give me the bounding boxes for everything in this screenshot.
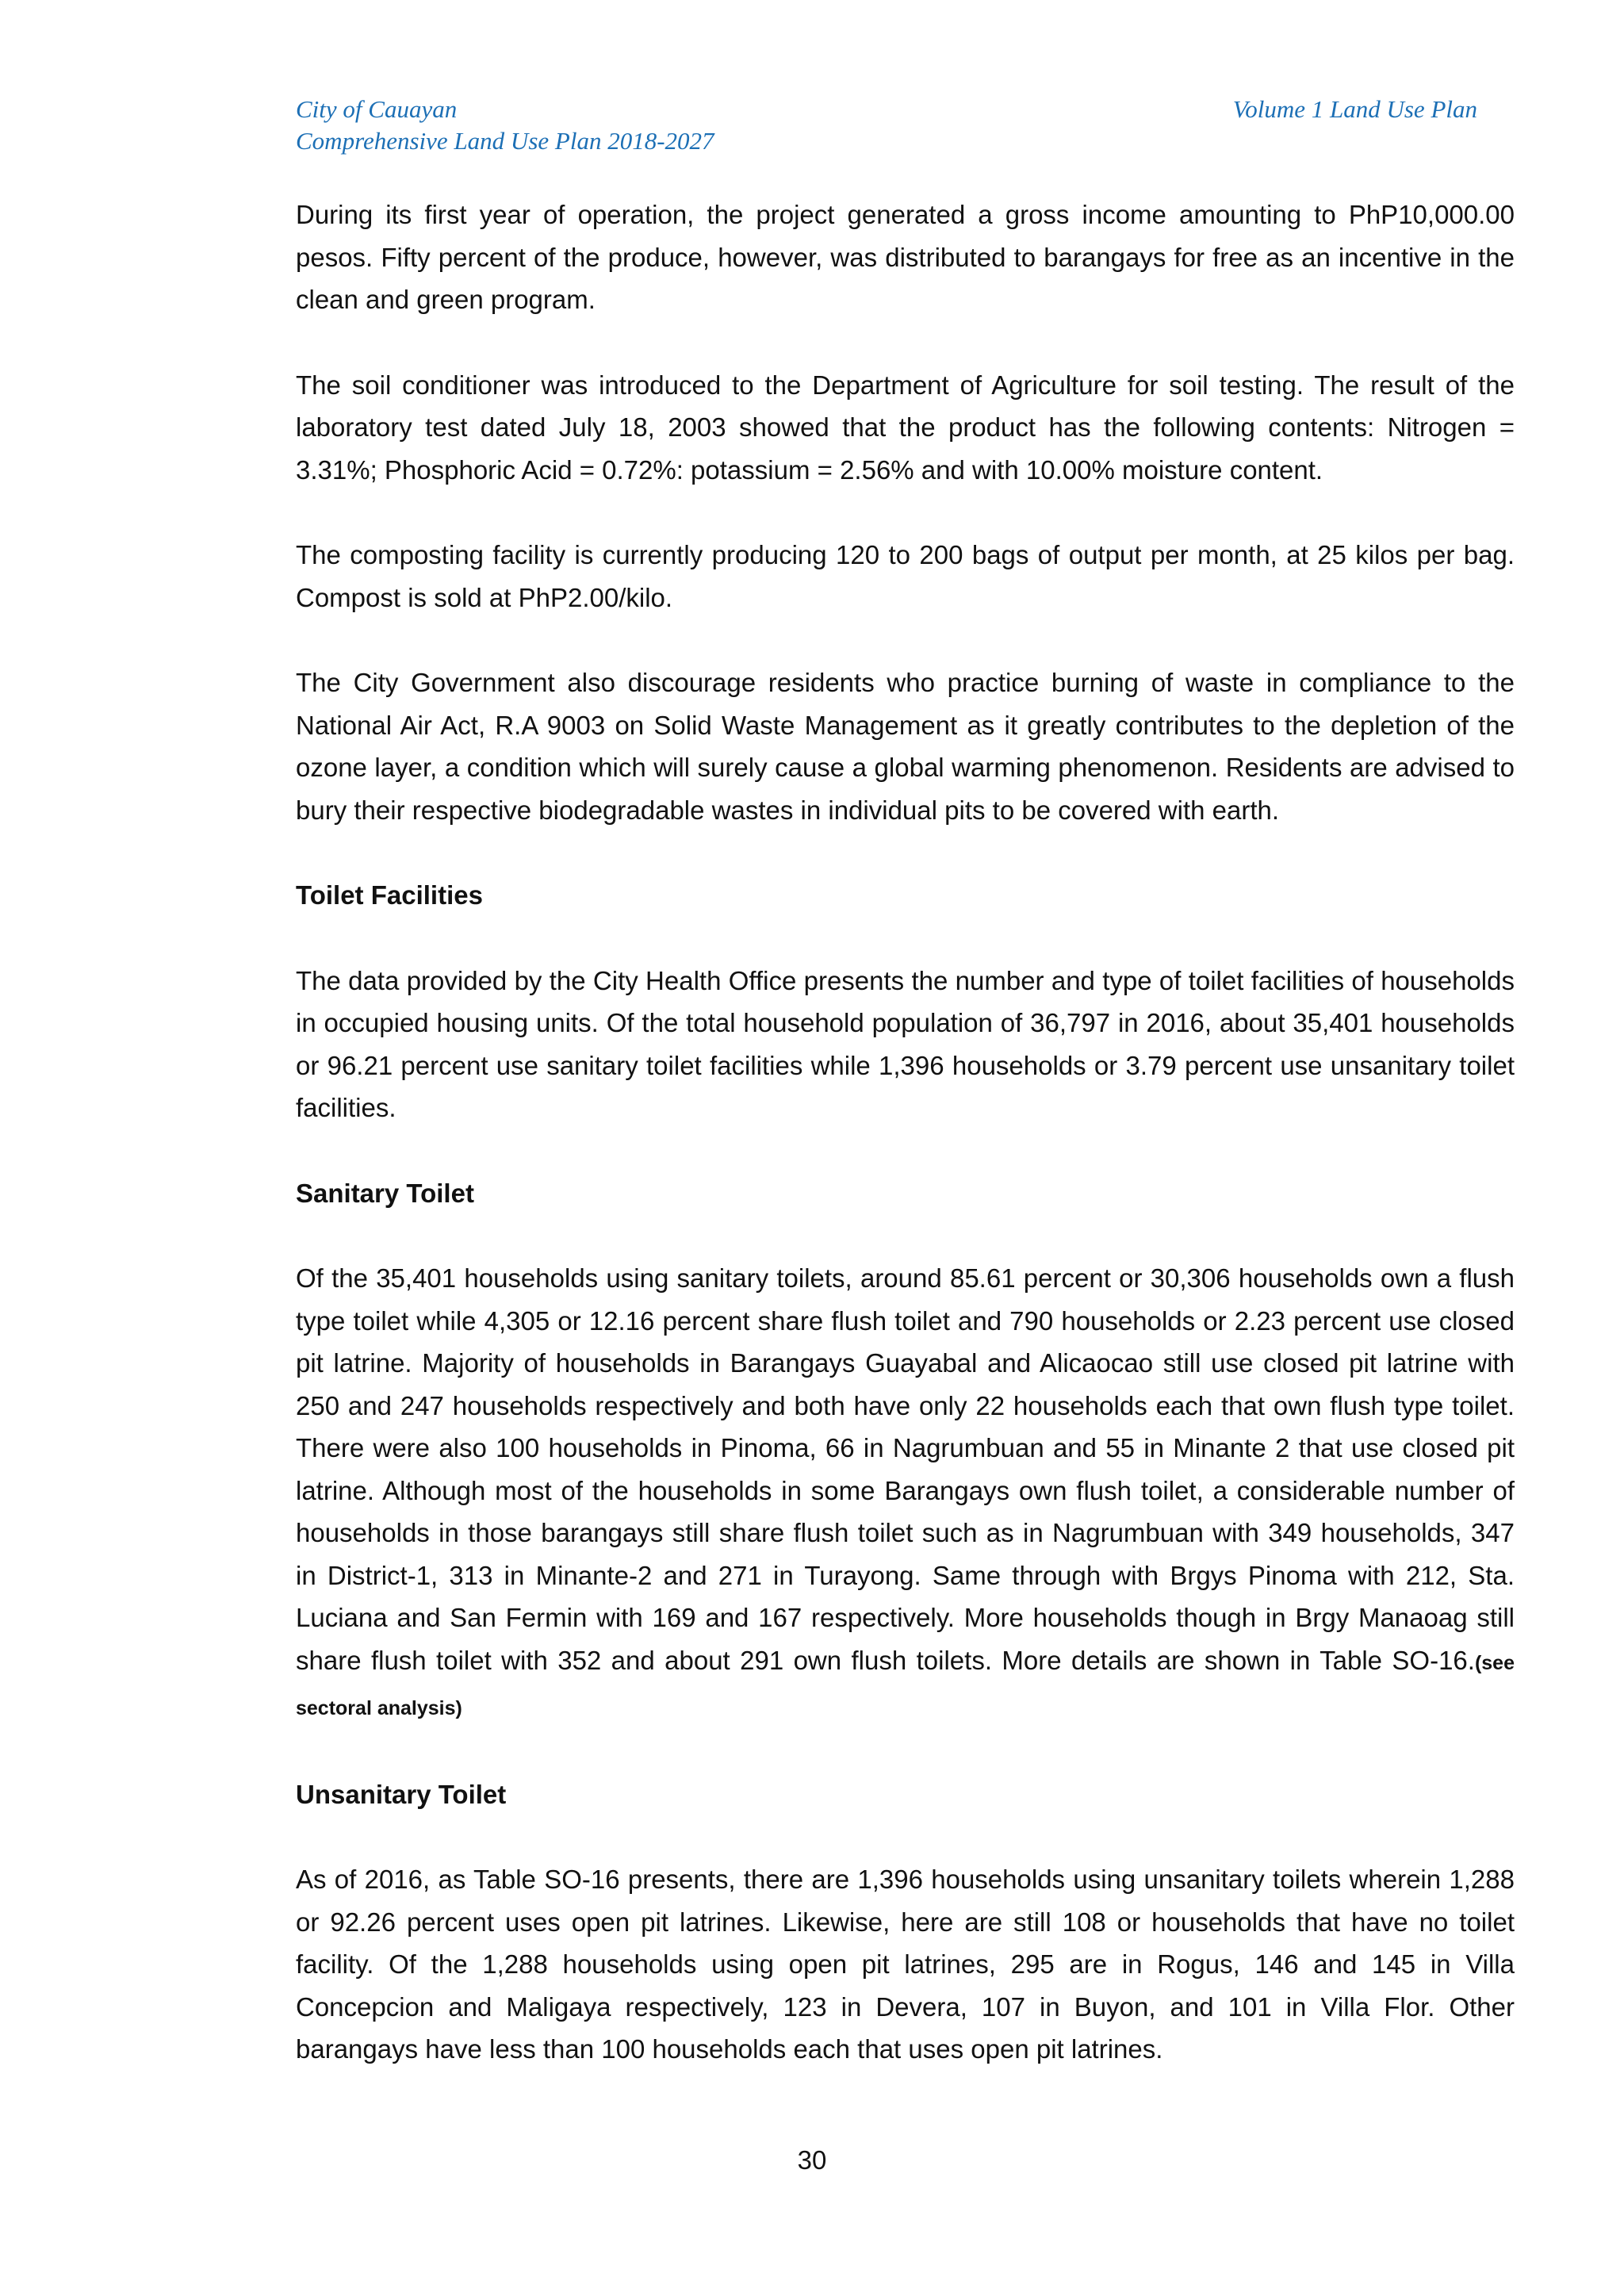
- paragraph-unsanitary-toilet: As of 2016, as Table SO-16 presents, there are 1,396 households using unsanitary toilets wherein 1,288 or 92.26 percent uses open pit latrines. Likewise, here are still 108 or households that have no toilet facility. Of the 1,288 households using open pit latrines, 295 are in Rogus, 146 and 145 in Villa Concepcion and Maligaya respectively, 123 in Devera, 107 in Buyon, and 101 in Villa Flor. Other barangays have less than 100 households each that uses open pit latrines.: [296, 1865, 1515, 2064]
- header-city-name: City of Cauayan: [296, 95, 458, 123]
- page-number: 30: [797, 2145, 827, 2175]
- sectoral-analysis-note: (see sectoral analysis): [296, 1651, 1515, 1719]
- heading-unsanitary-toilet: Unsanitary Toilet: [296, 1779, 507, 1809]
- paragraph-soil-test: The soil conditioner was introduced to the Department of Agriculture for soil testing. The result of the laboratory test dated July 18, 2003 showed that the product has the following contents: Nitrogen = 3.31%; Phosphoric Acid = 0.72%: potassium = 2.56% and with 10.00% moisture content.: [296, 370, 1515, 485]
- paragraph-sanitary-toilet: [296, 1257, 1515, 1731]
- page-header: [296, 94, 1477, 165]
- document-body: [296, 194, 1515, 2114]
- header-volume-title: Volume 1 Land Use Plan: [1232, 95, 1477, 123]
- paragraph-income: During its first year of operation, the project generated a gross income amounting to PhP10,000.00 pesos. Fifty percent of the produce, however, was distributed to barangays for free as an incentive in the clean and green program.: [296, 200, 1515, 314]
- sanitary-text: Of the 35,401 households using sanitary toilets, around 85.61 percent or 30,306 households own a flush type toilet while 4,305 or 12.16 percent share flush toilet and 790 households or 2.23 percent use closed pit latrine. Majority of households in Barangays Guayabal and Alicaocao still use closed pit latrine with 250 and 247 households respectively and both have only 22 households each that own flush type toilet. There were also 100 households in Pinoma, 66 in Nagrumbuan and 55 in Minante 2 that use closed pit latrine. Although most of the households in some Barangays own flush toilet, a considerable number of households in those barangays still share flush toilet such as in Nagrumbuan with 349 households, 347 in District-1, 313 in Minante-2 and 271 in Turayong. Same through with Brgys Pinoma with 212, Sta. Luciana and San Fermin with 169 and 167 respectively. More households though in Brgy Manaoag still share flush toilet with 352 and about 291 own flush toilets. More details are shown in Table SO-16.: [296, 1263, 1515, 1675]
- heading-toilet-facilities: Toilet Facilities: [296, 880, 483, 910]
- paragraph-burning-waste: The City Government also discourage residents who practice burning of waste in compliance to the National Air Act, R.A 9003 on Solid Waste Management as it greatly contributes to the depletion of the ozone layer, a condition which will surely cause a global warming phenomenon. Residents are advised to bury their respective biodegradable wastes in individual pits to be covered with earth.: [296, 668, 1515, 825]
- paragraph-toilet-overview: The data provided by the City Health Office presents the number and type of toilet facilities of households in occupied housing units. Of the total household population of 36,797 in 2016, about 35,401 households or 96.21 percent use sanitary toilet facilities while 1,396 households or 3.79 percent use unsanitary toilet facilities.: [296, 965, 1515, 1122]
- header-plan-title: Comprehensive Land Use Plan 2018-2027: [296, 127, 714, 155]
- paragraph-compost-output: The composting facility is currently producing 120 to 200 bags of output per month, at 25 kilos per bag. Compost is sold at PhP2.00/kilo.: [296, 540, 1515, 612]
- heading-sanitary-toilet: Sanitary Toilet: [296, 1178, 474, 1208]
